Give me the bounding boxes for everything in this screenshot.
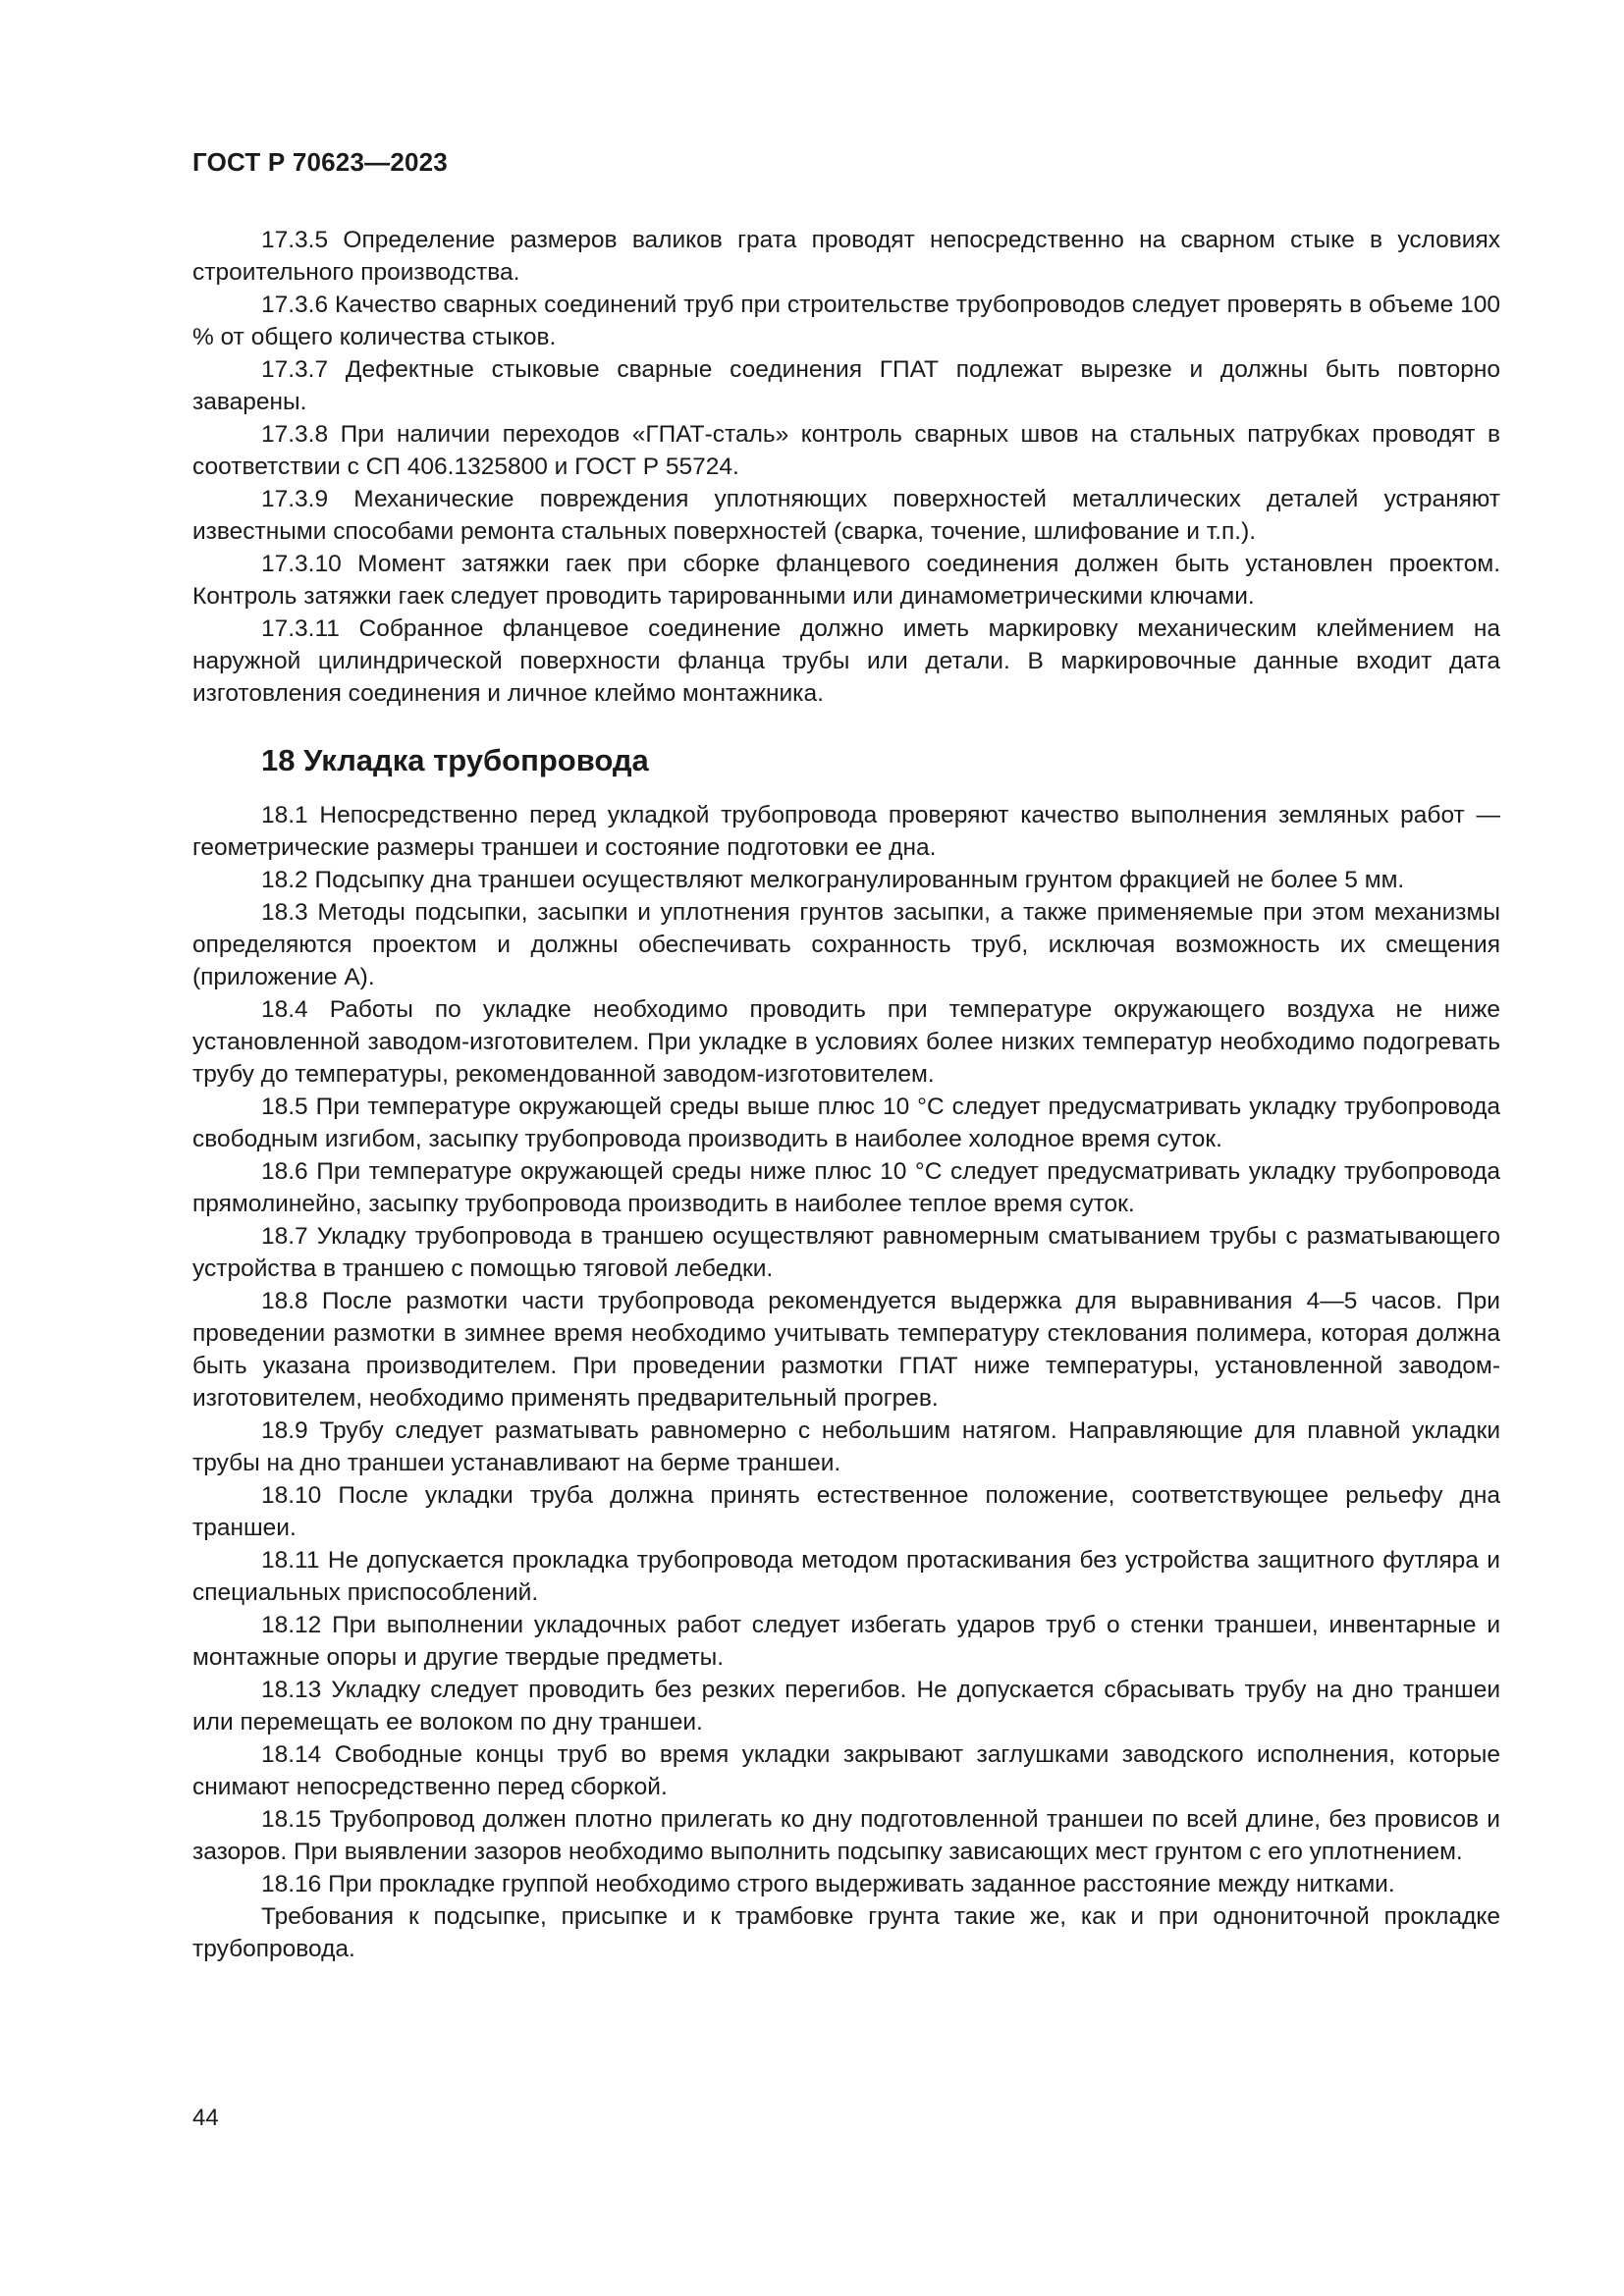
paragraph-18-5: 18.5 При температуре окружающей среды выше плюс 10 °С следует предусматривать укладку трубопровода свободным изгибом, засыпку трубопровода производить в наиболее холодное время суток.	[192, 1094, 1500, 1152]
paragraph-18-11: 18.11 Не допускается прокладка трубопровода методом протаскивания без устройства защитного футляра и специальных приспособлений.	[192, 1547, 1500, 1606]
paragraph-18-10: 18.10 После укладки труба должна принять естественное положение, соответствующее рельефу дна траншеи.	[192, 1482, 1500, 1541]
paragraph-18-8: 18.8 После размотки части трубопровода рекомендуется выдержка для выравнивания 4—5 часов. При проведении размотки в зимнее время необходимо учитывать температуру стеклования полимера, которая должна быть указана производителем. При проведении размотки ГПАТ ниже температуры, установленной заводом-изготовителем, необходимо применять предварительный прогрев.	[192, 1288, 1500, 1412]
paragraph-18-1: 18.1 Непосредственно перед укладкой трубопровода проверяют качество выполнения земляных работ — геометрические размеры траншеи и состояние подготовки ее дна.	[192, 802, 1500, 861]
paragraph-18-14: 18.14 Свободные концы труб во время укладки закрывают заглушками заводского исполнения, которые снимают непосредственно перед сборкой.	[192, 1741, 1500, 1800]
paragraph-17-3-7: 17.3.7 Дефектные стыковые сварные соединения ГПАТ подлежат вырезке и должны быть повторно заварены.	[192, 356, 1500, 415]
paragraph-17-3-11: 17.3.11 Собранное фланцевое соединение должно иметь маркировку механическим клеймением на наружной цилиндрической поверхности фланца трубы или детали. В маркировочные данные входит дата изготовления соединения и личное клеймо монтажника.	[192, 615, 1500, 707]
paragraph-18-2: 18.2 Подсыпку дна траншеи осуществляют мелкогранулированным грунтом фракцией не более 5 мм.	[261, 867, 1405, 893]
paragraph-18-4: 18.4 Работы по укладке необходимо проводить при температуре окружающего воздуха не ниже установленной заводом-изготовителем. При укладке в условиях более низких температур необходимо подогревать трубу до температуры, рекомендованной заводом-изготовителем.	[192, 996, 1500, 1088]
paragraph-17-3-9: 17.3.9 Механические повреждения уплотняющих поверхностей металлических деталей устраняют известными способами ремонта стальных поверхностей (сварка, точение, шлифование и т.п.).	[192, 486, 1500, 545]
paragraph-17-3-10: 17.3.10 Момент затяжки гаек при сборке фланцевого соединения должен быть установлен проектом. Контроль затяжки гаек следует проводить тарированными или динамометрическими ключами.	[192, 551, 1500, 610]
paragraph-18-16-note: Требования к подсыпке, присыпке и к трамбовке грунта такие же, как и при однониточной прокладке трубопровода.	[192, 1903, 1500, 1962]
paragraph-18-12: 18.12 При выполнении укладочных работ следует избегать ударов труб о стенки траншеи, инвентарные и монтажные опоры и другие твердые предметы.	[192, 1612, 1500, 1671]
paragraph-18-3: 18.3 Методы подсыпки, засыпки и уплотнения грунтов засыпки, а также применяемые при этом механизмы определяются проектом и должны обеспечивать сохранность труб, исключая возможность их смещения (приложение А).	[192, 899, 1500, 990]
page-number: 44	[192, 2105, 219, 2131]
paragraph-18-13: 18.13 Укладку следует проводить без резких перегибов. Не допускается сбрасывать трубу на дно траншеи или перемещать ее волоком по дну траншеи.	[192, 1677, 1500, 1735]
paragraph-17-3-5: 17.3.5 Определение размеров валиков грата проводят непосредственно на сварном стыке в условиях строительного производства.	[192, 227, 1500, 286]
paragraph-18-15: 18.15 Трубопровод должен плотно прилегать ко дну подготовленной траншеи по всей длине, без провисов и зазоров. При выявлении зазоров необходимо выполнить подсыпку зависающих мест грунтом с его уплотнением.	[192, 1806, 1500, 1865]
section-17-3-body	[192, 224, 1500, 710]
paragraph-18-9: 18.9 Трубу следует разматывать равномерно с небольшим натягом. Направляющие для плавной укладки трубы на дно траншеи устанавливают на берме траншеи.	[192, 1417, 1500, 1476]
paragraph-17-3-8: 17.3.8 При наличии переходов «ГПАТ-сталь» контроль сварных швов на стальных патрубках проводят в соответствии с СП 406.1325800 и ГОСТ Р 55724.	[192, 421, 1500, 480]
paragraph-18-16: 18.16 При прокладке группой необходимо строго выдерживать заданное расстояние между нитками.	[261, 1871, 1395, 1897]
paragraph-18-7: 18.7 Укладку трубопровода в траншею осуществляют равномерным сматыванием трубы с разматывающего устройства в траншею с помощью тяговой лебедки.	[192, 1223, 1500, 1282]
paragraph-17-3-6: 17.3.6 Качество сварных соединений труб при строительстве трубопроводов следует проверять в объеме 100 % от общего количества стыков.	[192, 292, 1500, 350]
section-18-title: 18 Укладка трубопровода	[261, 743, 649, 777]
section-18-body	[192, 799, 1500, 1965]
paragraph-18-6: 18.6 При температуре окружающей среды ниже плюс 10 °С следует предусматривать укладку трубопровода прямолинейно, засыпку трубопровода производить в наиболее теплое время суток.	[192, 1158, 1500, 1217]
document-header-code: ГОСТ Р 70623—2023	[192, 147, 448, 177]
